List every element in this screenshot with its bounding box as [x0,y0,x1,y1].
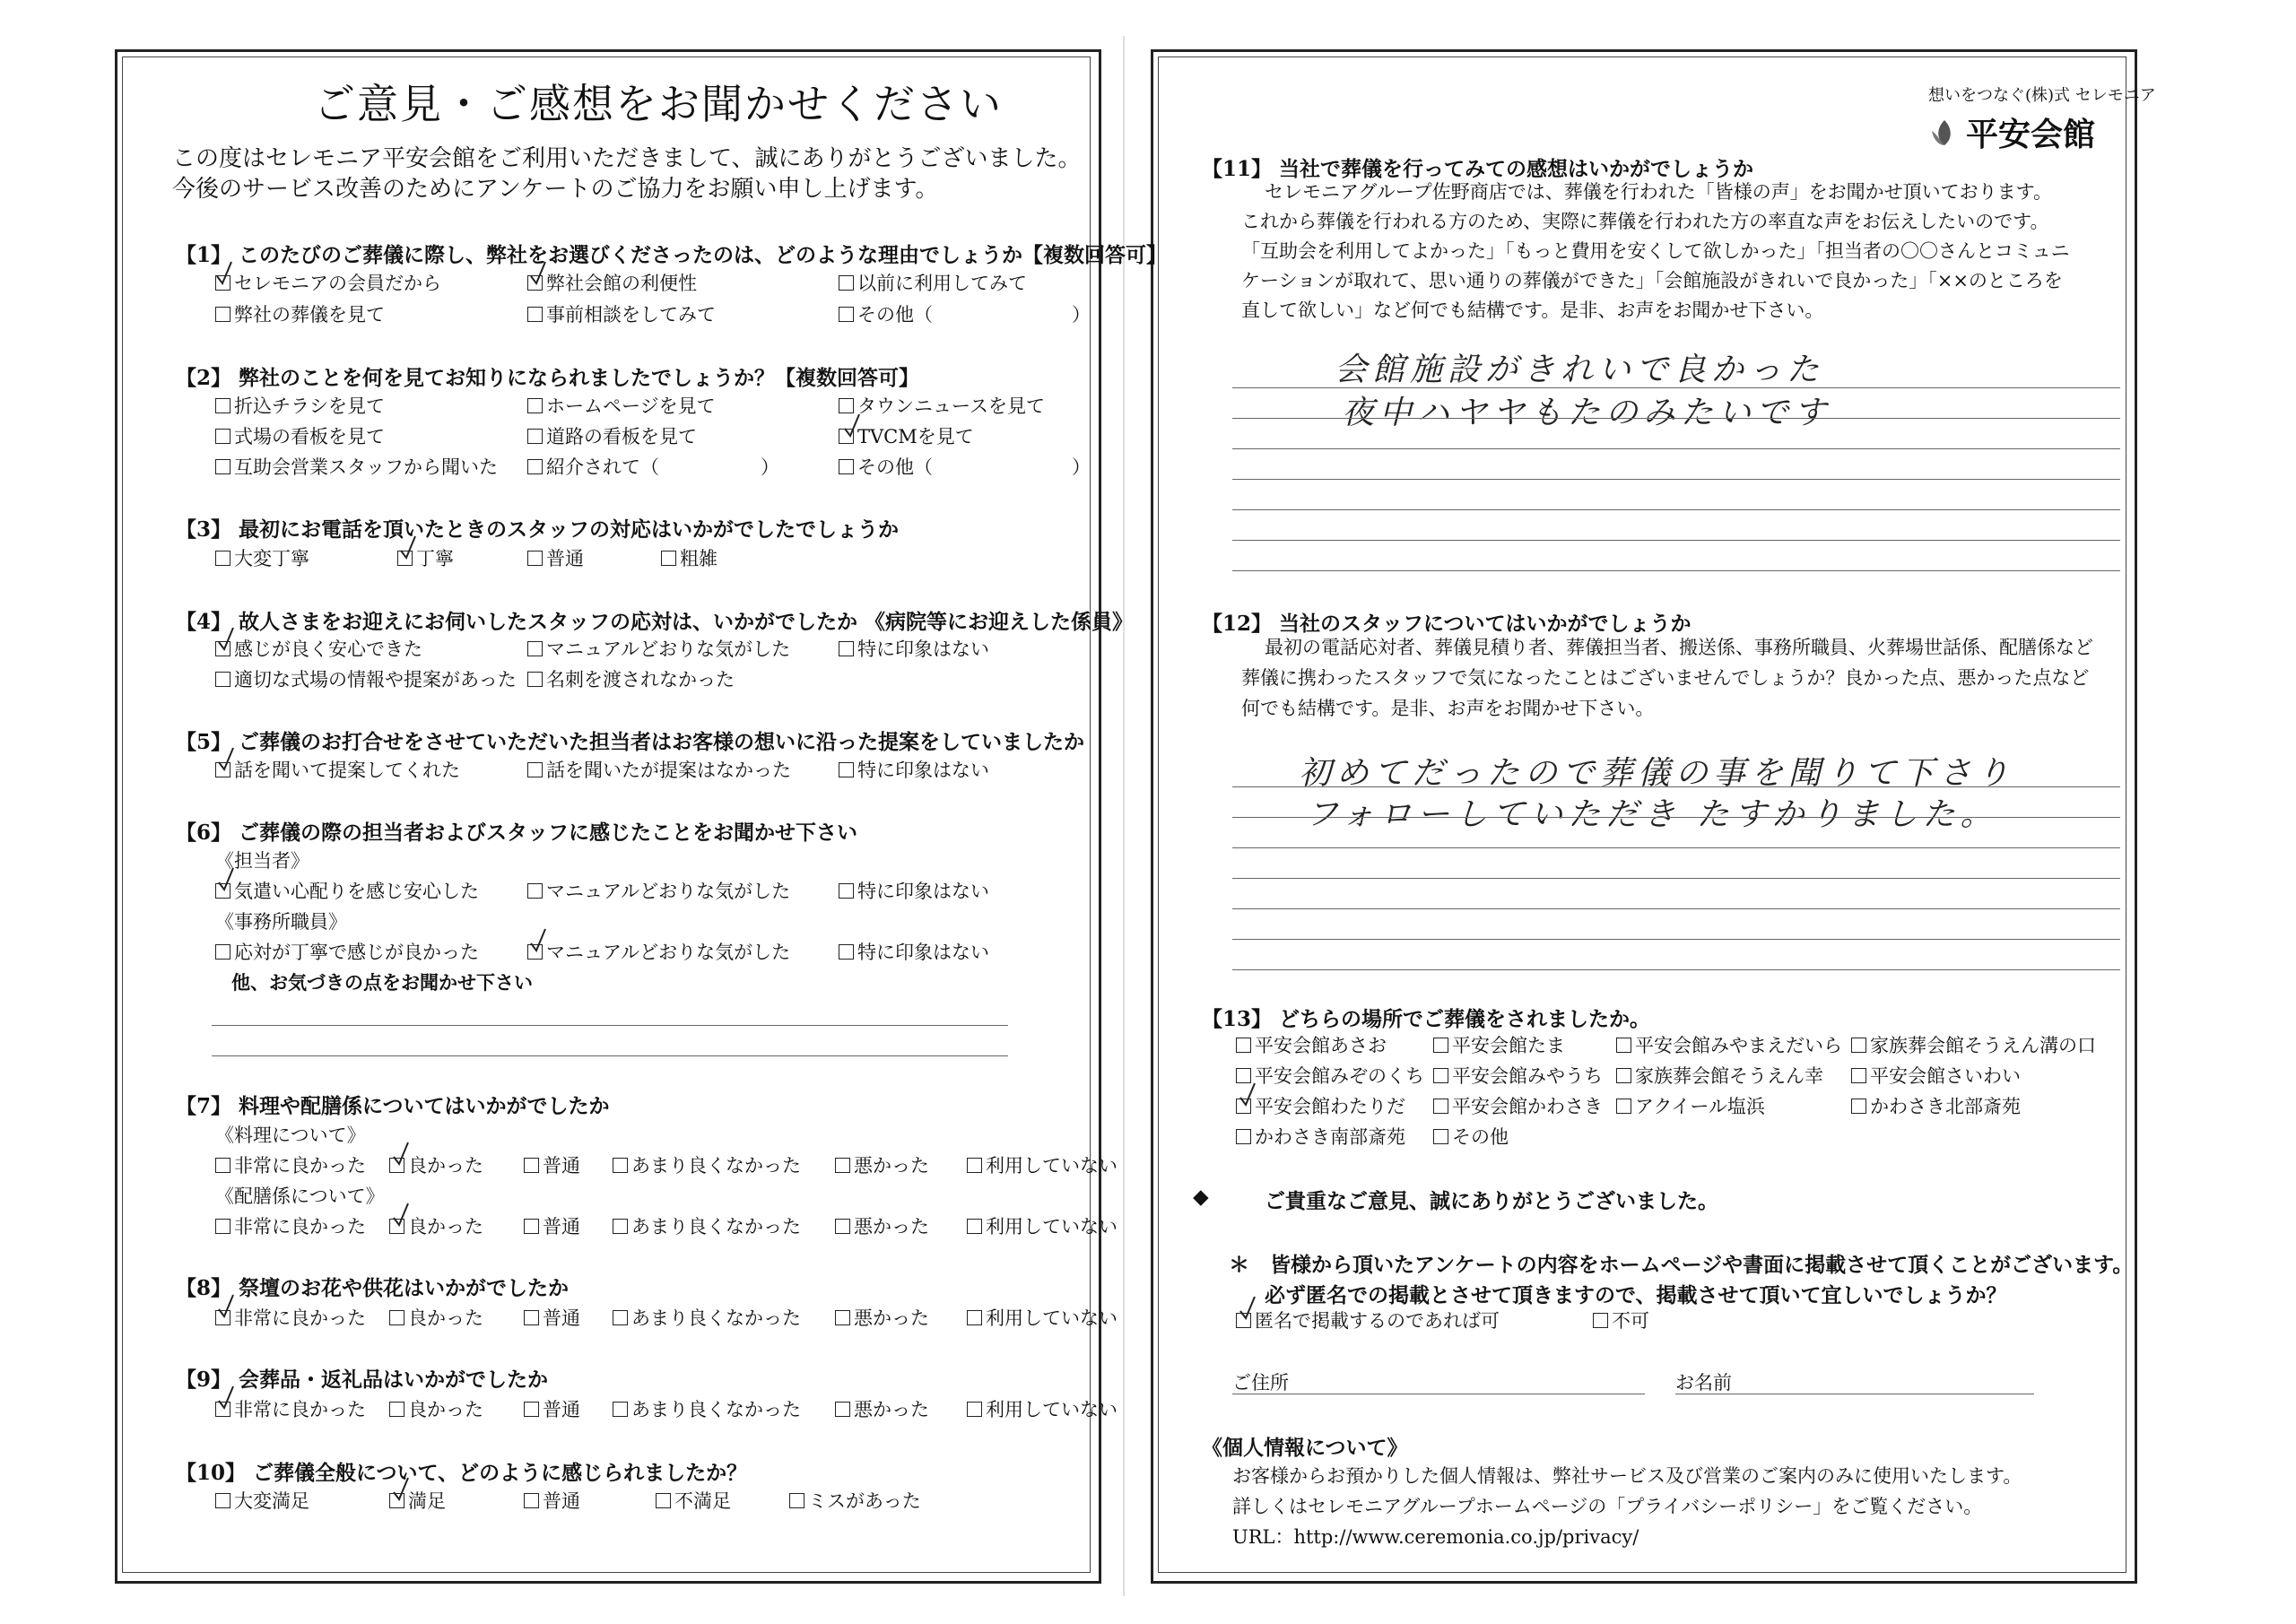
checkbox-icon[interactable] [613,1402,628,1417]
q6-answer-line-2[interactable] [212,1055,1008,1056]
q13-option-13[interactable]: かわさき南部斎苑 [1236,1123,1405,1150]
q6-staff-option-2[interactable]: マニュアルどおりな気がした [527,877,790,904]
q9-option-1[interactable]: 非常に良かった [215,1395,366,1422]
q11-answer-line-6[interactable] [1232,540,2120,541]
consent-option-allow[interactable]: 匿名で掲載するのであれば可 [1236,1307,1500,1333]
q8-option-1[interactable]: 非常に良かった [215,1304,366,1331]
q6-staff-option-1[interactable]: 気遣い心配りを感じ安心した [215,877,479,904]
handwritten-check-icon [399,534,417,561]
q11-text-5: 直して欲しい」など何でも結構です。是非、お声をお聞かせ下さい。 [1241,300,1824,321]
handwritten-check-icon [1239,1081,1257,1108]
handwritten-check-icon [217,1293,235,1320]
privacy-line-2: 詳しくはセレモニアグループホームページの「プライバシーポリシー」をご覧ください。 [1232,1496,1983,1517]
q11-label: 【11】 当社で葬儀を行ってみての感想はいかがでしょうか [1202,157,1754,181]
q2-option-5[interactable]: 道路の看板を見て [527,422,697,449]
q7-food-option-5[interactable]: 悪かった [835,1151,929,1178]
q7-label: 【7】 料理や配膳係についてはいかがでしたか [176,1094,610,1118]
q13-option-2[interactable]: 平安会館たま [1433,1031,1565,1058]
q2-option-3[interactable]: タウンニュースを見て [839,392,1045,419]
q5-option-2[interactable]: 話を聞いたが提案はなかった [527,756,791,783]
q13-option-10[interactable]: 平安会館かわさき [1433,1092,1603,1119]
brand-tagline: 想いをつなぐ(株)式 セレモニア [1928,86,2156,105]
q7-serving-option-2[interactable]: 良かった [389,1212,483,1239]
page-title: ご意見・ご感想をお聞かせください [314,80,1003,128]
q12-answer-line-1[interactable] [1232,786,2120,787]
q7-subheading-food: 《料理について》 [215,1125,366,1146]
privacy-line-1: お客様からお預かりした個人情報は、弊社サービス及び営業のご案内のみに使用いたします。 [1232,1465,2022,1487]
q13-option-5[interactable]: 平安会館みぞのくち [1236,1062,1424,1089]
q10-option-5[interactable]: ミスがあった [789,1487,921,1514]
checkbox-icon[interactable] [613,1310,628,1325]
q7-food-option-1[interactable]: 非常に良かった [215,1151,366,1178]
handwritten-check-icon [392,1202,410,1229]
checkbox-icon[interactable] [839,398,854,413]
q7-serving-option-4[interactable]: あまり良くなかった [613,1212,801,1239]
q3-option-4[interactable]: 粗雑 [661,544,718,571]
checkbox-icon[interactable] [839,307,854,322]
q11-answer-line-5[interactable] [1232,509,2120,510]
q11-text-1: セレモニアグループ佐野商店では、葬儀を行われた「皆様の声」をお聞かせ頂いております。 [1265,181,2053,203]
q7-serving-option-3[interactable]: 普通 [524,1212,580,1239]
checkbox-icon[interactable] [613,1219,628,1234]
q1-option-4[interactable]: 弊社の葬儀を見て [215,300,385,327]
checkbox-icon[interactable] [835,1402,850,1417]
checkbox-icon[interactable] [527,641,543,656]
consent-line-2: 必ず匿名での掲載とさせて頂きますので、掲載させて頂いて宜しいでしょうか？ [1265,1283,2007,1307]
q6-staff-option-3[interactable]: 特に印象はない [839,877,989,904]
q8-option-3[interactable]: 普通 [524,1304,580,1331]
q6-office-option-3[interactable]: 特に印象はない [839,938,989,965]
handwritten-check-icon [217,626,235,653]
q9-option-6[interactable]: 利用していない [967,1395,1118,1422]
checkbox-icon[interactable] [839,762,854,777]
q12-answer-line-4[interactable] [1232,878,2120,879]
checkbox-icon[interactable] [215,398,230,413]
q2-option-4[interactable]: 式場の看板を見て [215,422,385,449]
q12-text-3: 何でも結構です。是非、お声をお聞かせ下さい。 [1241,698,1655,719]
q1-option-5[interactable]: 事前相談をしてみて [527,300,716,327]
q9-label: 【9】 会葬品・返礼品はいかがでしたか [176,1368,549,1392]
q1-option-1[interactable]: セレモニアの会員だから [215,269,441,296]
checkbox-icon[interactable] [215,307,230,322]
checkbox-icon[interactable] [967,1219,982,1234]
q12-handwritten-line-2: フォローしていただき たすかりました。 [1306,796,1998,833]
checkbox-icon[interactable] [967,1310,982,1325]
q4-option-2[interactable]: マニュアルどおりな気がした [527,635,790,662]
checkbox-icon[interactable] [1433,1068,1448,1083]
checkbox-icon[interactable] [1616,1038,1631,1053]
q7-food-option-6[interactable]: 利用していない [967,1151,1118,1178]
q13-label: 【13】 どちらの場所でご葬儀をされましたか。 [1202,1007,1651,1031]
checkbox-icon[interactable] [839,883,854,899]
checkbox-icon[interactable] [524,1493,539,1508]
diamond-icon: ◆ [1193,1185,1209,1209]
checkbox-icon[interactable] [389,1310,404,1325]
checkbox-icon[interactable] [215,1493,230,1508]
page-fold [1123,36,1125,1596]
q10-option-1[interactable]: 大変満足 [215,1487,309,1514]
q11-answer-line-3[interactable] [1232,448,2120,449]
handwritten-check-icon [392,1476,410,1503]
checkbox-icon[interactable] [527,307,543,322]
q6-office-option-2[interactable]: マニュアルどおりな気がした [527,938,790,965]
handwritten-check-icon [529,260,547,287]
q13-option-3[interactable]: 平安会館みやまえだいら [1616,1031,1842,1058]
q9-option-2[interactable]: 良かった [389,1395,483,1422]
q13-option-1[interactable]: 平安会館あさお [1236,1031,1387,1058]
checkbox-icon[interactable] [1851,1038,1866,1053]
checkbox-icon[interactable] [1433,1099,1448,1114]
q6-subheading-staff: 《担当者》 [215,850,309,872]
q11-answer-line-4[interactable] [1232,479,2120,480]
q2-option-8[interactable]: 紹介されて（ [527,453,659,480]
checkbox-icon[interactable] [527,551,543,566]
handwritten-check-icon [843,413,861,439]
privacy-title: 《個人情報について》 [1202,1436,1408,1460]
lotus-logo-icon [1928,117,1961,149]
q5-option-1[interactable]: 話を聞いて提案してくれた [215,756,460,783]
consent-option-deny[interactable]: 不可 [1593,1307,1649,1333]
q11-text-4: ケーションが取れて、思い通りの葬儀ができた」「会館施設がきれいで良かった」「××のところを [1241,270,2063,291]
q8-option-6[interactable]: 利用していない [967,1304,1118,1331]
intro-line-2: 今後のサービス改善のためにアンケートのご協力をお願い申し上げます。 [172,176,939,203]
q3-option-2[interactable]: 丁寧 [397,544,454,571]
q3-label: 【3】 最初にお電話を頂いたときのスタッフの対応はいかがでしたでしょうか [176,517,900,542]
handwritten-check-icon [215,260,233,287]
checkbox-icon[interactable] [1851,1099,1866,1114]
q5-label: 【5】 ご葬儀のお打合せをさせていただいた担当者はお客様の想いに沿った提案をしていましたか [176,730,1085,754]
q4-label: 【4】 故人さまをお迎えにお伺いしたスタッフの応対は、いかがでしたか 《病院等にお迎えした係員》 [176,610,1134,634]
checkbox-icon[interactable] [1593,1313,1608,1328]
checkbox-icon[interactable] [1236,1038,1251,1053]
q2-option-9-close: ） [1072,456,1091,478]
checkbox-icon[interactable] [215,551,230,566]
q13-option-7[interactable]: 家族葬会館そうえん幸 [1616,1062,1823,1089]
q11-text-2: これから葬儀を行われる方のため、実際に葬儀を行われた方の率直な声をお伝えしたいのです。 [1241,211,2049,232]
q9-option-4[interactable]: あまり良くなかった [613,1395,801,1422]
q12-handwritten-line-1: 初めてだったので葬儀の事を聞りて下さり [1299,755,2015,792]
q7-food-option-4[interactable]: あまり良くなかった [613,1151,801,1178]
q13-option-4[interactable]: 家族葬会館そうえん溝の口 [1851,1031,2096,1058]
checkbox-icon[interactable] [215,1219,230,1234]
q9-option-5[interactable]: 悪かった [835,1395,929,1422]
checkbox-icon[interactable] [1616,1099,1631,1114]
q4-option-5[interactable]: 名刺を渡されなかった [527,665,735,692]
q6-answer-line-1[interactable] [212,1025,1008,1026]
checkbox-icon[interactable] [613,1158,628,1173]
q6-label: 【6】 ご葬儀の際の担当者およびスタッフに感じたことをお聞かせ下さい [176,821,858,845]
q1-option-3[interactable]: 以前に利用してみて [839,269,1027,296]
checkbox-icon[interactable] [835,1310,850,1325]
checkbox-icon[interactable] [527,398,543,413]
q10-option-4[interactable]: 不満足 [656,1487,731,1514]
q6-other-prompt: 他、お気づきの点をお聞かせ下さい [231,971,533,994]
handwritten-check-icon [529,927,547,954]
q11-answer-line-1[interactable] [1232,387,2120,388]
q1-option-2[interactable]: 弊社会館の利便性 [527,269,697,296]
checkbox-icon[interactable] [1433,1129,1448,1144]
intro-line-1: この度はセレモニア平安会館をご利用いただきまして、誠にありがとうございました。 [172,145,1082,172]
q4-option-3[interactable]: 特に印象はない [839,635,989,662]
q12-answer-line-5[interactable] [1232,908,2120,909]
consent-line-1: ＊ 皆様から頂いたアンケートの内容をホームページや書面に掲載させて頂くことがございます。 [1229,1253,2134,1277]
q11-answer-line-7[interactable] [1232,570,2120,571]
checkbox-icon[interactable] [527,459,543,474]
q2-label: 【2】 弊社のことを何を見てお知りになられましたでしょうか？【複数回答可】 [176,366,920,390]
q2-option-8-close: ） [761,456,779,478]
q1-option-6-close: ） [1072,304,1091,326]
q10-option-3[interactable]: 普通 [524,1487,580,1514]
q7-food-option-2[interactable]: 良かった [389,1151,483,1178]
q6-subheading-office: 《事務所職員》 [215,911,347,933]
q3-option-1[interactable]: 大変丁寧 [215,544,309,571]
q11-handwritten-line-1: 会館施設がきれいで良かった [1335,352,1825,388]
q8-label: 【8】 祭壇のお花や供花はいかがでしたか [176,1276,570,1300]
checkbox-icon[interactable] [839,275,854,291]
q12-text-1: 最初の電話応対者、葬儀見積り者、葬儀担当者、搬送係、事務所職員、火葬場世話係、配膳係など [1265,637,2093,658]
checkbox-icon[interactable] [839,641,854,656]
checkbox-icon[interactable] [1433,1038,1448,1053]
q7-food-option-3[interactable]: 普通 [524,1151,580,1178]
checkbox-icon[interactable] [656,1493,671,1508]
handwritten-check-icon [217,1385,235,1411]
q7-serving-option-6[interactable]: 利用していない [967,1212,1118,1239]
thanks-message: ご貴重なご意見、誠にありがとうございました。 [1265,1189,1718,1213]
checkbox-icon[interactable] [661,551,676,566]
q3-option-3[interactable]: 普通 [527,544,584,571]
q7-serving-option-1[interactable]: 非常に良かった [215,1212,366,1239]
address-label: ご住所 [1232,1372,1289,1394]
checkbox-icon[interactable] [524,1310,539,1325]
handwritten-check-icon [217,746,235,773]
q1-label: 【1】 このたびのご葬儀に際し、弊社をお選びくださったのは、どのような理由でしょうか【複数回答可】 [176,243,1168,267]
q12-answer-line-3[interactable] [1232,847,2120,848]
q12-answer-line-7[interactable] [1232,969,2120,970]
q11-answer-line-2[interactable] [1232,418,2120,419]
checkbox-icon[interactable] [527,762,543,777]
checkbox-icon[interactable] [835,1219,850,1234]
checkbox-icon[interactable] [1851,1068,1866,1083]
checkbox-icon[interactable] [1616,1068,1631,1083]
q7-serving-option-5[interactable]: 悪かった [835,1212,929,1239]
q2-option-9[interactable]: その他（ [839,453,933,480]
q4-option-4[interactable]: 適切な式場の情報や提案があった [215,665,517,692]
checkbox-icon[interactable] [389,1402,404,1417]
checkbox-icon[interactable] [215,1158,230,1173]
q4-option-1[interactable]: 感じが良く安心できた [215,635,422,662]
checkbox-icon[interactable] [215,429,230,444]
q11-handwritten-line-2: 夜中ハヤヤもたのみたいです [1342,395,1832,431]
q8-option-2[interactable]: 良かった [389,1304,483,1331]
q12-answer-line-6[interactable] [1232,939,2120,940]
checkbox-icon[interactable] [835,1158,850,1173]
q7-subheading-serving: 《配膳係について》 [215,1185,385,1207]
checkbox-icon[interactable] [215,459,230,474]
q13-option-8[interactable]: 平安会館さいわい [1851,1062,2021,1089]
checkbox-icon[interactable] [524,1219,539,1234]
q2-option-6[interactable]: TVCMを見て [839,422,974,449]
q13-option-12[interactable]: かわさき北部斎苑 [1851,1092,2021,1119]
checkbox-icon[interactable] [215,944,230,960]
checkbox-icon[interactable] [967,1402,982,1417]
q8-option-4[interactable]: あまり良くなかった [613,1304,801,1331]
handwritten-check-icon [217,866,235,893]
q2-option-1[interactable]: 折込チラシを見て [215,392,385,419]
checkbox-icon[interactable] [839,459,854,474]
q9-option-3[interactable]: 普通 [524,1395,580,1422]
q10-option-2[interactable]: 満足 [389,1487,446,1514]
checkbox-icon[interactable] [1236,1129,1251,1144]
q12-text-2: 葬儀に携わったスタッフで気になったことはございませんでしょうか？良かった点、悪かった点など [1241,667,2090,689]
checkbox-icon[interactable] [527,429,543,444]
q2-option-2[interactable]: ホームページを見て [527,392,716,419]
handwritten-check-icon [392,1141,410,1168]
brand-name: 平安会館 [1966,116,2096,153]
q12-label: 【12】 当社のスタッフについてはいかがでしょうか [1202,612,1692,636]
q13-option-6[interactable]: 平安会館みやうち [1433,1062,1603,1089]
q11-text-3: 「互助会を利用してよかった」「もっと費用を安くして欲しかった」「担当者の〇〇さんとコミュニ [1241,240,2070,262]
q13-option-14[interactable]: その他 [1433,1123,1509,1150]
q1-option-6[interactable]: その他（ [839,300,933,327]
checkbox-icon[interactable] [789,1493,804,1508]
brand-logo [1928,83,2156,155]
q8-option-5[interactable]: 悪かった [835,1304,929,1331]
checkbox-icon[interactable] [524,1158,539,1173]
q2-option-7[interactable]: 互助会営業スタッフから聞いた [215,453,498,480]
name-label: お名前 [1675,1372,1732,1394]
q13-option-9[interactable]: 平安会館わたりだ [1236,1092,1405,1119]
q13-option-11[interactable]: アクイール塩浜 [1616,1092,1765,1119]
checkbox-icon[interactable] [839,944,854,960]
checkbox-icon[interactable] [967,1158,982,1173]
privacy-url[interactable]: URL：http://www.ceremonia.co.jp/privacy/ [1232,1526,1639,1548]
q10-label: 【10】 ご葬儀全般について、どのように感じられましたか？ [176,1461,748,1485]
checkbox-icon[interactable] [215,672,230,687]
q5-option-3[interactable]: 特に印象はない [839,756,989,783]
q6-office-option-1[interactable]: 応対が丁寧で感じが良かった [215,938,479,965]
checkbox-icon[interactable] [524,1402,539,1417]
handwritten-check-icon [1239,1295,1257,1322]
checkbox-icon[interactable] [527,883,543,899]
q12-answer-line-2[interactable] [1232,817,2120,818]
checkbox-icon[interactable] [527,672,543,687]
